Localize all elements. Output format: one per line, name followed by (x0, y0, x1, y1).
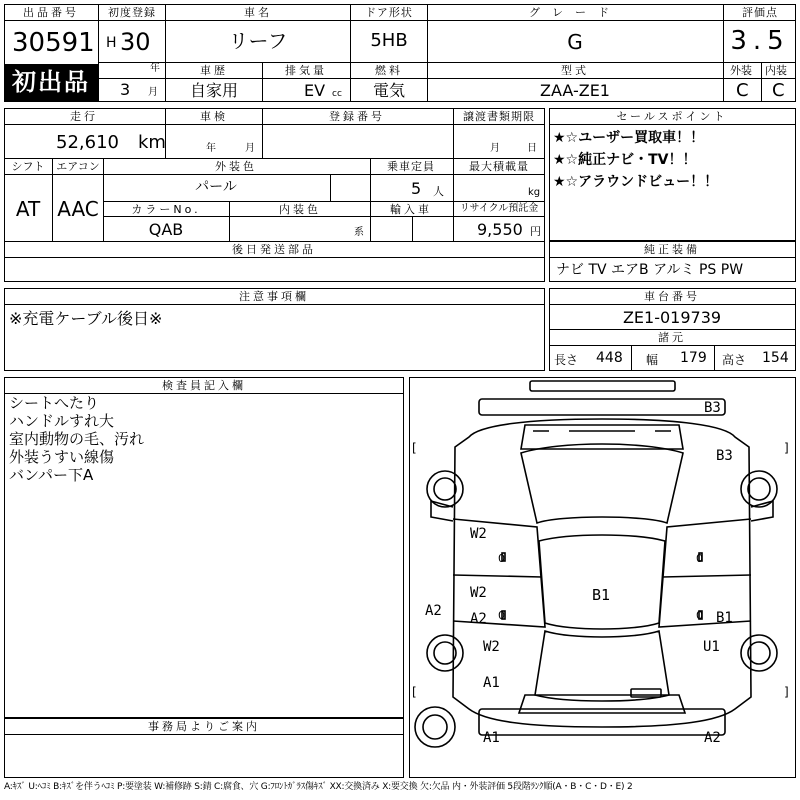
month-value: 3 (120, 80, 131, 99)
capacity-unit: 人 (433, 185, 444, 198)
load-label: 最大積載量 (469, 160, 529, 173)
mark-a2-bottom: A2 (704, 730, 721, 746)
inspector-note: シートへたり (9, 394, 100, 412)
int-value: C (772, 80, 785, 101)
lot-label: 出品番号 (23, 6, 79, 19)
load-unit: kg (528, 187, 541, 198)
grade-value: G (567, 30, 583, 54)
door-label: ドア形状 (365, 6, 413, 19)
mark-w2-mid: W2 (470, 585, 487, 601)
name-value: リーフ (228, 29, 288, 53)
zero-mark: 0 (696, 609, 703, 622)
history-label: 車歴 (200, 64, 228, 77)
inspector-label: 検査員記入欄 (162, 379, 246, 392)
mileage-value: 52,610 (56, 132, 119, 153)
inspector-note: バンパー下A (9, 466, 94, 484)
transfer-month: 月 (490, 143, 500, 154)
mileage-unit: km (138, 132, 166, 153)
chassis-value: ZE1-019739 (622, 308, 722, 327)
month-unit: 月 (148, 87, 158, 98)
capacity-label: 乗車定員 (387, 160, 435, 173)
score-label: 評価点 (742, 6, 778, 19)
inspector-note: 外装うすい線傷 (9, 448, 115, 466)
mark-w2-rear: W2 (483, 639, 500, 655)
dims-label: 諸元 (658, 331, 686, 344)
chassis-label: 車台番号 (644, 290, 700, 303)
mark-b1-center: B1 (592, 586, 611, 604)
recycle-value: 9,550 (477, 220, 523, 239)
mark-u1-right: U1 (703, 639, 720, 655)
mark-b3-top: B3 (704, 400, 721, 416)
equipment-label: 純正装備 (644, 243, 700, 256)
regno-label: 登録番号 (329, 110, 385, 123)
width-value: 179 (680, 350, 707, 366)
bracket-close-mark: ] (784, 685, 789, 699)
selling-point: ★☆純正ナビ・TV！！ (553, 152, 697, 168)
capacity-value: 5 (411, 179, 422, 198)
legend-text: A:ｷｽﾞ U:ﾍｺﾐ B:ｷｽﾞを伴うﾍｺﾐ P:要塗装 W:補修跡 S:錆 C:腐食、穴 G:ﾌﾛﾝﾄｶﾞﾗｽ傷ｷｽﾞ XX:交換済み X:要交換 欠:欠品 内・外装評価 5段階ﾗﾝｸ順(A・B・C・D・E) 2 (4, 782, 633, 792)
mark-a1-bottom: A1 (483, 730, 500, 746)
mark-w2-front: W2 (470, 526, 487, 542)
model-label: 型式 (561, 64, 589, 77)
zero-mark: 0 (696, 552, 703, 565)
import-label: 輸入車 (390, 203, 432, 216)
color-label: 外装色 (215, 160, 257, 173)
model-value: ZAA-ZE1 (540, 81, 610, 100)
lot-number: 30591 (12, 28, 95, 58)
intcolor-unit: 系 (354, 227, 364, 238)
history-value: 自家用 (189, 81, 239, 100)
car-diagram (409, 377, 796, 778)
inspector-note: 室内動物の毛、汚れ (9, 430, 145, 448)
height-value: 154 (762, 350, 789, 366)
transfer-label: 譲渡書類期限 (463, 110, 535, 123)
year-value: 30 (120, 28, 151, 56)
bracket-close-mark: ] (784, 441, 789, 455)
int-label: 内装 (765, 64, 787, 77)
bracket-open-mark: [ (412, 441, 417, 455)
mark-a2-left: A2 (425, 603, 442, 619)
width-label: 幅 (646, 353, 659, 367)
mileage-label: 走行 (70, 110, 98, 123)
ac-label: エアコン (56, 160, 100, 173)
caution-value: ※充電ケーブル後日※ (9, 309, 163, 328)
ext-label: 外装 (730, 64, 752, 77)
color-value: パール (195, 179, 237, 195)
mark-b3-right: B3 (716, 448, 733, 464)
recycle-label: リサイクル預託金 (459, 203, 539, 214)
first-listing-text: 初出品 (12, 68, 90, 96)
zero-mark: 0 (498, 609, 505, 622)
fuel-label: 燃料 (375, 64, 403, 77)
disp-label: 排気量 (285, 64, 327, 77)
recycle-unit: 円 (530, 225, 541, 238)
inspector-note: ハンドルすれ大 (9, 412, 115, 430)
length-label: 長さ (554, 353, 579, 367)
shift-label: シフト (11, 160, 45, 173)
disp-unit: cc (332, 89, 342, 99)
mark-a1-left: A1 (483, 675, 500, 691)
year-unit: 年 (150, 63, 160, 74)
reg-label: 初度登録 (108, 6, 156, 19)
equipment-value: ナビ TV エアB アルミ PS PW (556, 262, 744, 278)
era: H (106, 35, 117, 51)
selling-point: ★☆アラウンドビュー！！ (553, 174, 719, 190)
disp-value: EV (304, 81, 326, 100)
transfer-day: 日 (527, 143, 537, 154)
inspect-year: 年 (206, 143, 216, 154)
zero-mark: 0 (498, 552, 505, 565)
mark-b1-right: B1 (716, 610, 733, 626)
office-label: 事務局よりご案内 (148, 720, 260, 733)
door-value: 5HB (370, 30, 408, 51)
shift-value: AT (15, 197, 41, 221)
mark-a2-mid: A2 (470, 611, 487, 627)
inspect-month: 月 (245, 143, 255, 154)
name-label: 車名 (244, 6, 272, 19)
inspect-label: 車検 (200, 110, 228, 123)
bracket-open-mark: [ (412, 685, 417, 699)
score-value: 3.5 (730, 26, 790, 56)
selling-point: ★☆ユーザー買取車！！ (553, 130, 705, 146)
selling-points-label: セールスポイント (616, 110, 728, 123)
colorno-label: カラーNo. (131, 203, 201, 216)
later-parts-label: 後日発送部品 (232, 243, 316, 256)
grade-label: グレード (529, 6, 621, 19)
fuel-value: 電気 (372, 81, 406, 100)
intcolor-label: 内装色 (279, 203, 321, 216)
colorno-value: QAB (148, 220, 184, 239)
ext-value: C (736, 80, 749, 101)
length-value: 448 (596, 350, 623, 366)
caution-label: 注意事項欄 (239, 290, 309, 303)
ac-value: AAC (57, 197, 99, 221)
height-label: 高さ (722, 353, 747, 367)
